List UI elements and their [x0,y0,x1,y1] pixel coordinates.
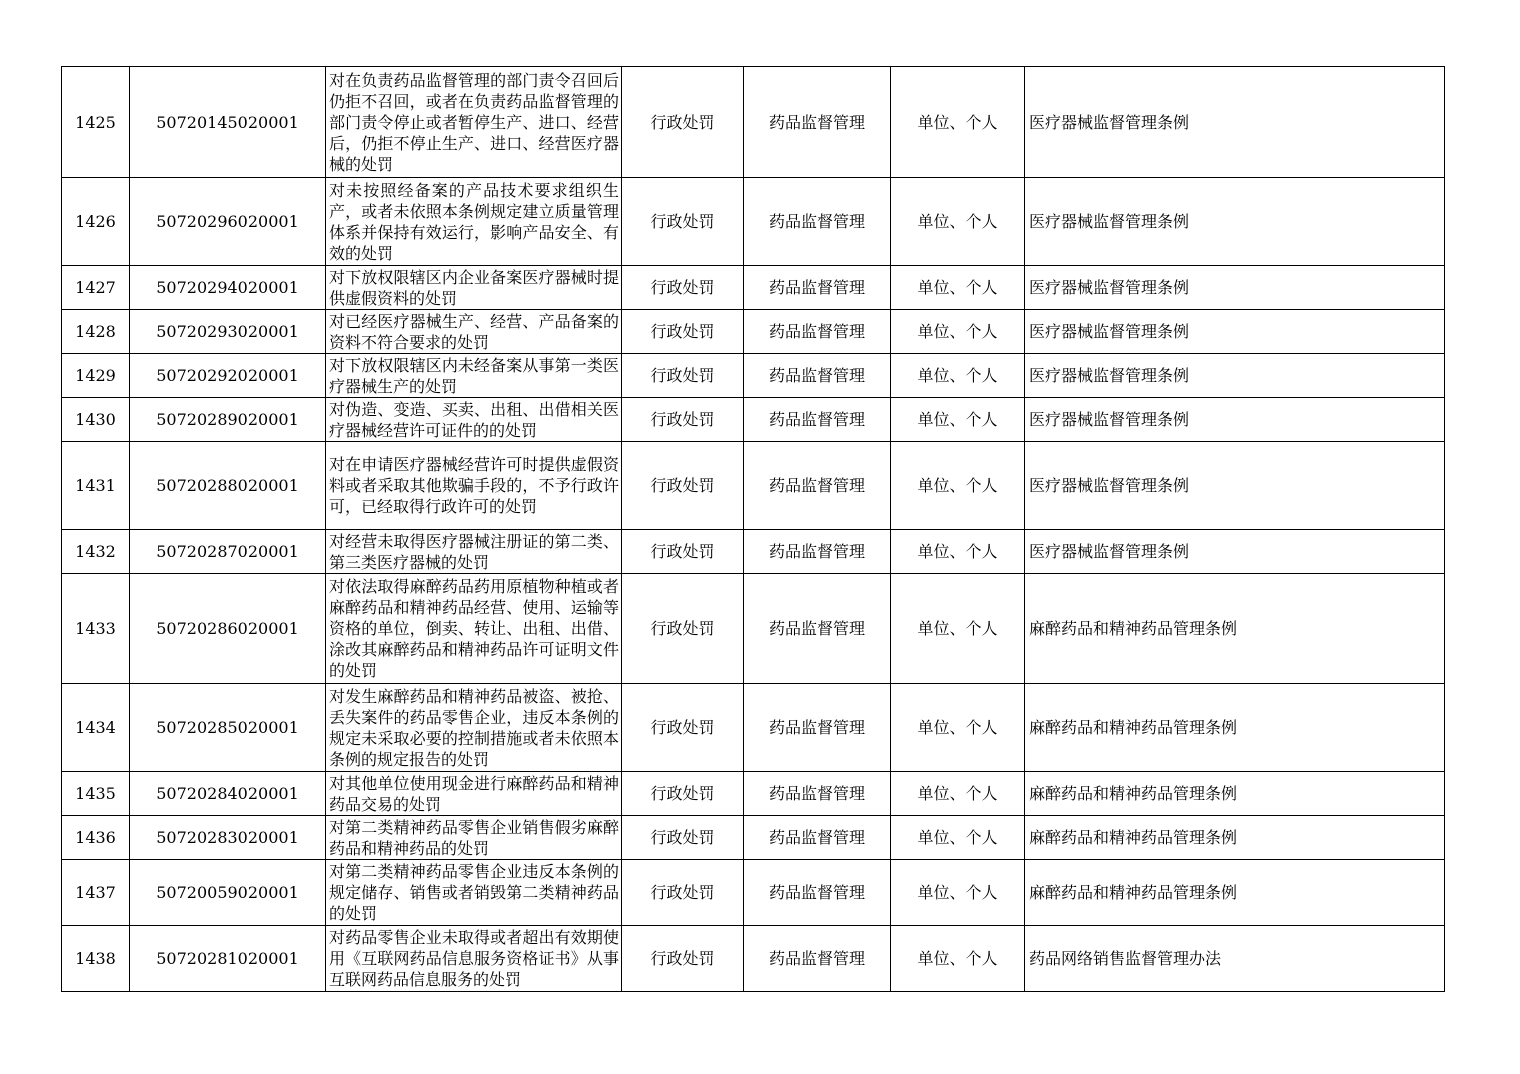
power-type-cell: 行政处罚 [622,178,744,266]
penalty-table [61,66,1445,992]
item-number-cell: 1427 [62,266,130,310]
table-row [62,926,1445,992]
item-name-cell: 对在负责药品监督管理的部门责令召回后仍拒不召回，或者在负责药品监督管理的部门责令停止或者暂停生产、进口、经营后，仍拒不停止生产、进口、经营医疗器械的处罚 [326,67,622,178]
table-row [62,816,1445,860]
item-name-cell: 对下放权限辖区内企业备案医疗器械时提供虚假资料的处罚 [326,266,622,310]
department-cell: 药品监督管理 [744,178,891,266]
item-number-cell: 1426 [62,178,130,266]
legal-basis-cell: 医疗器械监督管理条例 [1025,67,1445,178]
item-code-cell: 50720293020001 [130,310,326,354]
legal-basis-cell: 医疗器械监督管理条例 [1025,530,1445,574]
item-number-cell: 1435 [62,772,130,816]
department-cell: 药品监督管理 [744,442,891,530]
subject-cell: 单位、个人 [891,266,1025,310]
item-code-cell: 50720292020001 [130,354,326,398]
table-row [62,67,1445,178]
item-number-cell: 1431 [62,442,130,530]
item-code-cell: 50720145020001 [130,67,326,178]
table-row [62,442,1445,530]
power-type-cell: 行政处罚 [622,67,744,178]
power-type-cell: 行政处罚 [622,816,744,860]
item-code-cell: 50720281020001 [130,926,326,992]
power-type-cell: 行政处罚 [622,926,744,992]
item-number-cell: 1436 [62,816,130,860]
item-name-cell: 对伪造、变造、买卖、出租、出借相关医疗器械经营许可证件的的处罚 [326,398,622,442]
table-row [62,398,1445,442]
item-name-cell: 对未按照经备案的产品技术要求组织生产，或者未依照本条例规定建立质量管理体系并保持有效运行，影响产品安全、有效的处罚 [326,178,622,266]
power-type-cell: 行政处罚 [622,354,744,398]
subject-cell: 单位、个人 [891,772,1025,816]
legal-basis-cell: 麻醉药品和精神药品管理条例 [1025,574,1445,684]
legal-basis-cell: 麻醉药品和精神药品管理条例 [1025,860,1445,926]
legal-basis-cell: 医疗器械监督管理条例 [1025,178,1445,266]
item-name-cell: 对已经医疗器械生产、经营、产品备案的资料不符合要求的处罚 [326,310,622,354]
item-code-cell: 50720286020001 [130,574,326,684]
legal-basis-cell: 医疗器械监督管理条例 [1025,398,1445,442]
item-name-cell: 对第二类精神药品零售企业销售假劣麻醉药品和精神药品的处罚 [326,816,622,860]
item-code-cell: 50720294020001 [130,266,326,310]
department-cell: 药品监督管理 [744,574,891,684]
table-row [62,574,1445,684]
subject-cell: 单位、个人 [891,926,1025,992]
item-number-cell: 1437 [62,860,130,926]
subject-cell: 单位、个人 [891,860,1025,926]
legal-basis-cell: 麻醉药品和精神药品管理条例 [1025,684,1445,772]
power-type-cell: 行政处罚 [622,574,744,684]
table-row [62,772,1445,816]
item-code-cell: 50720296020001 [130,178,326,266]
item-code-cell: 50720288020001 [130,442,326,530]
item-name-cell: 对经营未取得医疗器械注册证的第二类、第三类医疗器械的处罚 [326,530,622,574]
department-cell: 药品监督管理 [744,354,891,398]
item-number-cell: 1433 [62,574,130,684]
department-cell: 药品监督管理 [744,398,891,442]
table-row [62,684,1445,772]
table-row [62,310,1445,354]
table-row [62,178,1445,266]
power-type-cell: 行政处罚 [622,684,744,772]
power-type-cell: 行政处罚 [622,772,744,816]
legal-basis-cell: 麻醉药品和精神药品管理条例 [1025,816,1445,860]
legal-basis-cell: 麻醉药品和精神药品管理条例 [1025,772,1445,816]
item-number-cell: 1428 [62,310,130,354]
department-cell: 药品监督管理 [744,684,891,772]
item-code-cell: 50720284020001 [130,772,326,816]
subject-cell: 单位、个人 [891,684,1025,772]
legal-basis-cell: 医疗器械监督管理条例 [1025,310,1445,354]
table-row [62,354,1445,398]
department-cell: 药品监督管理 [744,266,891,310]
item-name-cell: 对第二类精神药品零售企业违反本条例的规定储存、销售或者销毁第二类精神药品的处罚 [326,860,622,926]
legal-basis-cell: 医疗器械监督管理条例 [1025,354,1445,398]
power-type-cell: 行政处罚 [622,442,744,530]
item-name-cell: 对其他单位使用现金进行麻醉药品和精神药品交易的处罚 [326,772,622,816]
item-number-cell: 1432 [62,530,130,574]
power-type-cell: 行政处罚 [622,266,744,310]
power-type-cell: 行政处罚 [622,530,744,574]
department-cell: 药品监督管理 [744,530,891,574]
item-number-cell: 1425 [62,67,130,178]
subject-cell: 单位、个人 [891,574,1025,684]
legal-basis-cell: 医疗器械监督管理条例 [1025,442,1445,530]
subject-cell: 单位、个人 [891,178,1025,266]
subject-cell: 单位、个人 [891,530,1025,574]
power-type-cell: 行政处罚 [622,310,744,354]
department-cell: 药品监督管理 [744,860,891,926]
department-cell: 药品监督管理 [744,772,891,816]
department-cell: 药品监督管理 [744,310,891,354]
department-cell: 药品监督管理 [744,816,891,860]
item-number-cell: 1429 [62,354,130,398]
item-name-cell: 对在申请医疗器械经营许可时提供虚假资料或者采取其他欺骗手段的，不予行政许可，已经取得行政许可的处罚 [326,442,622,530]
subject-cell: 单位、个人 [891,354,1025,398]
item-code-cell: 50720283020001 [130,816,326,860]
item-name-cell: 对下放权限辖区内未经备案从事第一类医疗器械生产的处罚 [326,354,622,398]
item-name-cell: 对药品零售企业未取得或者超出有效期使用《互联网药品信息服务资格证书》从事互联网药品信息服务的处罚 [326,926,622,992]
item-number-cell: 1438 [62,926,130,992]
table-row [62,530,1445,574]
department-cell: 药品监督管理 [744,926,891,992]
legal-basis-cell: 医疗器械监督管理条例 [1025,266,1445,310]
item-number-cell: 1434 [62,684,130,772]
power-type-cell: 行政处罚 [622,398,744,442]
legal-basis-cell: 药品网络销售监督管理办法 [1025,926,1445,992]
table-row [62,266,1445,310]
subject-cell: 单位、个人 [891,816,1025,860]
item-name-cell: 对发生麻醉药品和精神药品被盗、被抢、丢失案件的药品零售企业，违反本条例的规定未采取必要的控制措施或者未依照本条例的规定报告的处罚 [326,684,622,772]
item-number-cell: 1430 [62,398,130,442]
subject-cell: 单位、个人 [891,310,1025,354]
item-code-cell: 50720285020001 [130,684,326,772]
item-name-cell: 对依法取得麻醉药品药用原植物种植或者麻醉药品和精神药品经营、使用、运输等资格的单位，倒卖、转让、出租、出借、涂改其麻醉药品和精神药品许可证明文件的处罚 [326,574,622,684]
subject-cell: 单位、个人 [891,442,1025,530]
table-row [62,860,1445,926]
power-type-cell: 行政处罚 [622,860,744,926]
item-code-cell: 50720059020001 [130,860,326,926]
item-code-cell: 50720287020001 [130,530,326,574]
subject-cell: 单位、个人 [891,67,1025,178]
department-cell: 药品监督管理 [744,67,891,178]
item-code-cell: 50720289020001 [130,398,326,442]
subject-cell: 单位、个人 [891,398,1025,442]
table-body [62,67,1445,992]
